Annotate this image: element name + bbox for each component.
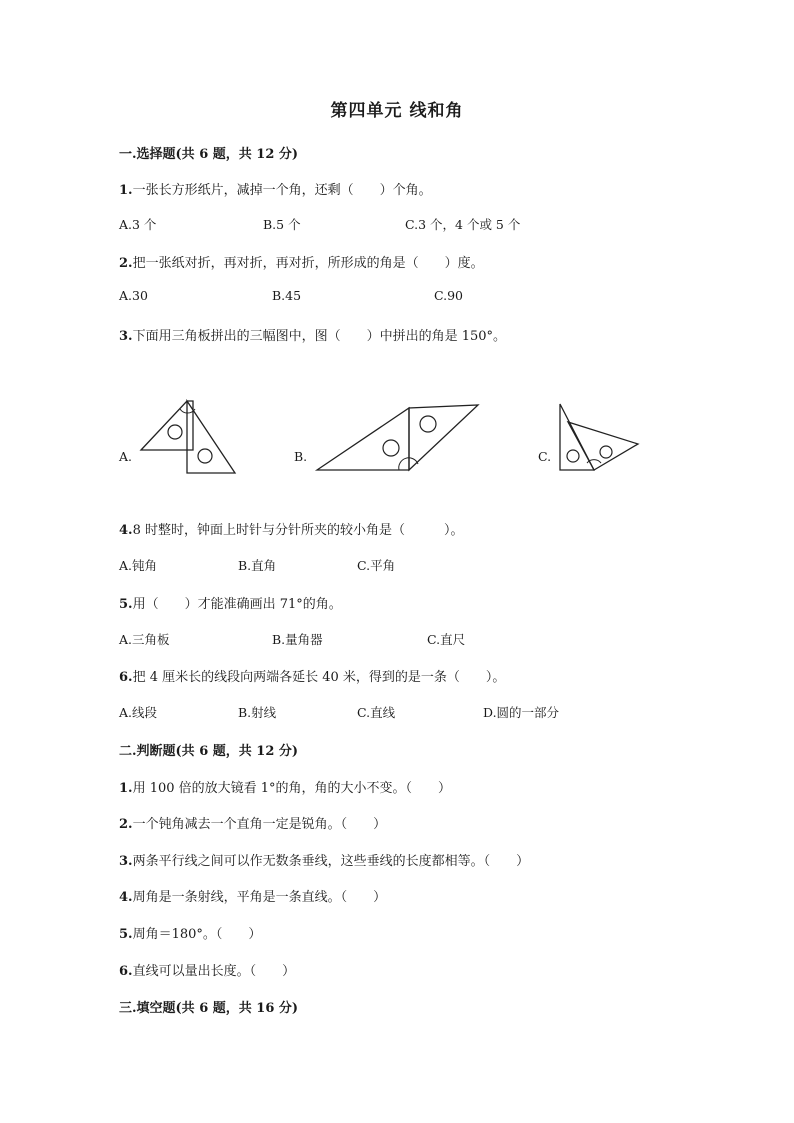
question-text: 两条平行线之间可以作无数条垂线，这些垂线的长度都相等。（ ） [132,854,530,869]
option-b: B.射线 [238,705,277,720]
question-number: 3. [119,854,133,869]
question-2-2 [119,813,386,832]
question-2-5 [119,923,261,942]
question-number: 2. [119,256,133,271]
triangle-a-left [141,401,193,450]
section-heading-judge: 二.判断题(共 6 题，共 12 分) [119,744,299,759]
option-c: C.直尺 [427,632,466,647]
question-number: 1. [119,781,133,796]
question-text: 用（ ）才能准确画出 71°的角。 [132,597,342,612]
option-a: A.线段 [119,705,158,720]
question-number: 1. [119,183,133,198]
question-1-2 [119,252,484,271]
question-number: 6. [119,670,133,685]
option-b: B.量角器 [272,632,323,647]
option-c: C.平角 [357,558,396,573]
figure-a-triangles [135,395,245,480]
question-text: 一个钝角减去一个直角一定是锐角。（ ） [132,817,387,832]
question-1-4 [119,519,463,538]
question-number: 6. [119,964,133,979]
triangle-c-right [568,422,638,470]
question-text: 周角是一条射线，平角是一条直线。（ ） [132,890,387,905]
question-1-6 [119,666,505,685]
section-heading-choice: 一.选择题(共 6 题，共 12 分) [119,147,299,162]
question-text: 直线可以量出长度。（ ） [132,964,296,979]
question-number: 5. [119,927,133,942]
question-1-5 [119,593,342,612]
question-text: 下面用三角板拼出的三幅图中，图（ ）中拼出的角是 150°。 [132,329,507,344]
option-c: C.90 [434,288,463,303]
option-a: A.三角板 [119,632,170,647]
option-b: B.5 个 [263,217,301,232]
question-1-3 [119,325,506,344]
triangle-a-right [187,401,235,473]
question-2-3 [119,850,529,869]
triangle-hole [420,416,436,432]
triangle-b-right [409,405,478,470]
question-2-6 [119,960,295,979]
triangle-hole [383,440,399,456]
option-b: B.直角 [238,558,277,573]
question-2-4 [119,886,386,905]
option-c: C.直线 [357,705,396,720]
question-text: 用 100 倍的放大镜看 1°的角，角的大小不变。（ ） [132,781,452,796]
question-text: 周角＝180°。（ ） [132,927,262,942]
question-text: 把一张纸对折，再对折，再对折，所形成的角是（ ）度。 [132,256,484,271]
triangle-hole [567,450,579,462]
option-d: D.圆的一部分 [483,705,560,720]
figure-label-a: A. [119,449,133,464]
question-1-1 [119,179,432,198]
triangle-b-left [317,408,409,470]
page-title: 第四单元 线和角 [330,101,464,121]
question-number: 4. [119,890,133,905]
triangle-hole [198,449,212,463]
option-b: B.45 [272,288,302,303]
question-text: 8 时整时，钟面上时针与分针所夹的较小角是（ ）。 [132,523,464,538]
question-number: 4. [119,523,133,538]
section-heading-fill: 三.填空题(共 6 题，共 16 分) [119,1001,299,1016]
question-number: 5. [119,597,133,612]
option-c: C.3 个，4 个或 5 个 [405,217,521,232]
figure-label-b: B. [294,449,308,464]
option-a: A.3 个 [119,217,157,232]
figure-c-triangles [556,400,646,475]
question-number: 3. [119,329,133,344]
figure-b-triangles [313,398,483,478]
option-a: A.30 [119,288,148,303]
question-text: 一张长方形纸片，减掉一个角，还剩（ ）个角。 [132,183,432,198]
option-a: A.钝角 [119,558,158,573]
triangle-hole [168,425,182,439]
question-2-1 [119,777,451,796]
question-text: 把 4 厘米长的线段向两端各延长 40 米，得到的是一条（ ）。 [132,670,506,685]
triangle-hole [600,446,612,458]
question-number: 2. [119,817,133,832]
figure-label-c: C. [538,449,552,464]
